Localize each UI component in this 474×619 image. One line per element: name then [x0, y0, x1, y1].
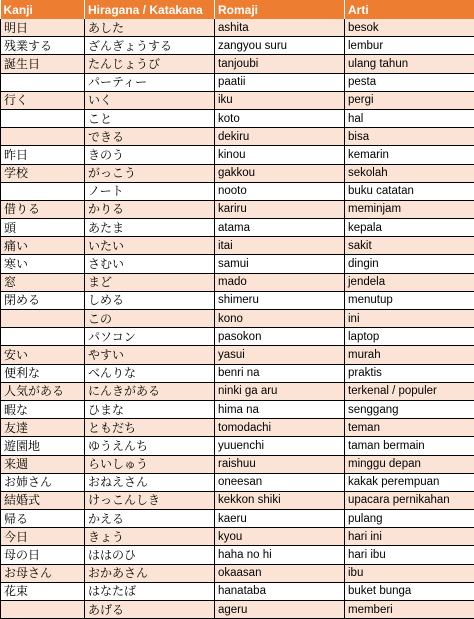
cell-kana: ひまな: [85, 400, 215, 418]
cell-arti: taman bermain: [345, 437, 474, 455]
table-row: [1, 182, 474, 200]
table-body: [1, 19, 474, 619]
cell-kana: きょう: [85, 528, 215, 546]
cell-kana: はなたば: [85, 582, 215, 600]
cell-romaji: samui: [215, 255, 345, 273]
cell-kana: ゆうえんち: [85, 437, 215, 455]
cell-arti: terkenal / populer: [345, 382, 474, 400]
cell-kana: がっこう: [85, 164, 215, 182]
cell-romaji: dekiru: [215, 128, 345, 146]
cell-kanji: 人気がある: [1, 382, 85, 400]
table-row: [1, 528, 474, 546]
cell-kanji: 安い: [1, 346, 85, 364]
table-row: [1, 91, 474, 109]
table-row: [1, 601, 474, 619]
cell-arti: kepala: [345, 219, 474, 237]
cell-romaji: koto: [215, 109, 345, 127]
table-row: [1, 255, 474, 273]
cell-kanji: 行く: [1, 91, 85, 109]
cell-kana: たんじょうび: [85, 55, 215, 73]
cell-kana: パソコン: [85, 328, 215, 346]
cell-kana: この: [85, 310, 215, 328]
cell-kanji: お母さん: [1, 564, 85, 582]
cell-arti: memberi: [345, 601, 474, 619]
cell-kanji: 借りる: [1, 200, 85, 218]
cell-kanji: 誕生日: [1, 55, 85, 73]
cell-kanji: 窓: [1, 273, 85, 291]
cell-arti: pesta: [345, 73, 474, 91]
cell-romaji: tanjoubi: [215, 55, 345, 73]
cell-arti: jendela: [345, 273, 474, 291]
cell-romaji: nooto: [215, 182, 345, 200]
cell-kanji: 学校: [1, 164, 85, 182]
header-kana: Hiragana / Katakana: [85, 0, 215, 19]
cell-arti: sekolah: [345, 164, 474, 182]
cell-kanji: 残業する: [1, 37, 85, 55]
cell-kanji: 閉める: [1, 291, 85, 309]
cell-kana: さむい: [85, 255, 215, 273]
cell-arti: laptop: [345, 328, 474, 346]
cell-kanji: お姉さん: [1, 473, 85, 491]
cell-kanji: 友達: [1, 419, 85, 437]
cell-romaji: hanataba: [215, 582, 345, 600]
cell-kana: ざんぎょうする: [85, 37, 215, 55]
cell-kana: あげる: [85, 601, 215, 619]
cell-kana: きのう: [85, 146, 215, 164]
cell-arti: praktis: [345, 364, 474, 382]
cell-kanji: [1, 128, 85, 146]
table-row: [1, 400, 474, 418]
cell-kana: あたま: [85, 219, 215, 237]
cell-romaji: kyou: [215, 528, 345, 546]
cell-romaji: kono: [215, 310, 345, 328]
cell-romaji: iku: [215, 91, 345, 109]
cell-arti: bisa: [345, 128, 474, 146]
table-header: [1, 0, 474, 19]
table-row: [1, 291, 474, 309]
cell-romaji: shimeru: [215, 291, 345, 309]
table-row: [1, 237, 474, 255]
cell-kana: いく: [85, 91, 215, 109]
table-row: [1, 382, 474, 400]
cell-arti: murah: [345, 346, 474, 364]
cell-kanji: 暇な: [1, 400, 85, 418]
cell-kana: おかあさん: [85, 564, 215, 582]
cell-romaji: atama: [215, 219, 345, 237]
header-arti: Arti: [345, 0, 474, 19]
cell-romaji: tomodachi: [215, 419, 345, 437]
cell-kana: ノート: [85, 182, 215, 200]
table-row: [1, 510, 474, 528]
table-row: [1, 55, 474, 73]
table-row: [1, 273, 474, 291]
cell-kana: あした: [85, 19, 215, 37]
cell-kanji: 寒い: [1, 255, 85, 273]
cell-kanji: 花束: [1, 582, 85, 600]
cell-kanji: 帰る: [1, 510, 85, 528]
cell-kanji: 昨日: [1, 146, 85, 164]
cell-kanji: 便利な: [1, 364, 85, 382]
cell-kana: かりる: [85, 200, 215, 218]
cell-arti: teman: [345, 419, 474, 437]
cell-kana: やすい: [85, 346, 215, 364]
table-row: [1, 37, 474, 55]
table-row: [1, 146, 474, 164]
cell-kana: パーティー: [85, 73, 215, 91]
table-row: [1, 73, 474, 91]
cell-arti: dingin: [345, 255, 474, 273]
table-row: [1, 564, 474, 582]
cell-arti: pergi: [345, 91, 474, 109]
cell-romaji: ashita: [215, 19, 345, 37]
cell-romaji: okaasan: [215, 564, 345, 582]
cell-romaji: mado: [215, 273, 345, 291]
cell-arti: upacara pernikahan: [345, 491, 474, 509]
cell-kana: けっこんしき: [85, 491, 215, 509]
table-row: [1, 128, 474, 146]
cell-kanji: [1, 73, 85, 91]
table-row: [1, 164, 474, 182]
cell-kanji: [1, 182, 85, 200]
cell-arti: sakit: [345, 237, 474, 255]
cell-arti: ibu: [345, 564, 474, 582]
cell-kanji: 来週: [1, 455, 85, 473]
cell-kanji: 頭: [1, 219, 85, 237]
cell-arti: lembur: [345, 37, 474, 55]
cell-romaji: yasui: [215, 346, 345, 364]
table-row: [1, 200, 474, 218]
cell-arti: ulang tahun: [345, 55, 474, 73]
cell-kanji: [1, 328, 85, 346]
cell-kana: できる: [85, 128, 215, 146]
cell-kana: ともだち: [85, 419, 215, 437]
cell-kana: ははのひ: [85, 546, 215, 564]
cell-kana: こと: [85, 109, 215, 127]
cell-kana: しめる: [85, 291, 215, 309]
cell-romaji: gakkou: [215, 164, 345, 182]
cell-arti: pulang: [345, 510, 474, 528]
cell-romaji: kinou: [215, 146, 345, 164]
cell-romaji: hima na: [215, 400, 345, 418]
cell-arti: meminjam: [345, 200, 474, 218]
cell-kana: らいしゅう: [85, 455, 215, 473]
cell-romaji: kariru: [215, 200, 345, 218]
cell-kanji: 母の日: [1, 546, 85, 564]
cell-romaji: itai: [215, 237, 345, 255]
cell-kanji: 明日: [1, 19, 85, 37]
cell-kanji: 結婚式: [1, 491, 85, 509]
cell-arti: senggang: [345, 400, 474, 418]
cell-kanji: 今日: [1, 528, 85, 546]
cell-romaji: benri na: [215, 364, 345, 382]
table-row: [1, 219, 474, 237]
table-row: [1, 546, 474, 564]
table-row: [1, 455, 474, 473]
table-row: [1, 328, 474, 346]
table-row: [1, 473, 474, 491]
cell-romaji: paatii: [215, 73, 345, 91]
header-kanji: Kanji: [1, 0, 85, 19]
table-row: [1, 491, 474, 509]
cell-romaji: haha no hi: [215, 546, 345, 564]
cell-arti: kakak perempuan: [345, 473, 474, 491]
cell-kana: いたい: [85, 237, 215, 255]
cell-kana: おねえさん: [85, 473, 215, 491]
cell-romaji: raishuu: [215, 455, 345, 473]
cell-arti: menutup: [345, 291, 474, 309]
table-row: [1, 19, 474, 37]
cell-arti: hari ibu: [345, 546, 474, 564]
cell-arti: ini: [345, 310, 474, 328]
cell-romaji: pasokon: [215, 328, 345, 346]
table-row: [1, 346, 474, 364]
header-romaji: Romaji: [215, 0, 345, 19]
cell-romaji: kaeru: [215, 510, 345, 528]
cell-romaji: kekkon shiki: [215, 491, 345, 509]
cell-arti: buku catatan: [345, 182, 474, 200]
table-row: [1, 364, 474, 382]
cell-arti: buket bunga: [345, 582, 474, 600]
cell-kana: まど: [85, 273, 215, 291]
cell-kana: かえる: [85, 510, 215, 528]
table-row: [1, 419, 474, 437]
cell-arti: hari ini: [345, 528, 474, 546]
cell-kanji: 遊園地: [1, 437, 85, 455]
table-row: [1, 582, 474, 600]
cell-kanji: [1, 601, 85, 619]
table-row: [1, 109, 474, 127]
cell-romaji: zangyou suru: [215, 37, 345, 55]
cell-kanji: [1, 109, 85, 127]
cell-arti: kemarin: [345, 146, 474, 164]
cell-arti: hal: [345, 109, 474, 127]
cell-romaji: oneesan: [215, 473, 345, 491]
cell-kana: べんりな: [85, 364, 215, 382]
cell-romaji: ageru: [215, 601, 345, 619]
cell-kanji: [1, 310, 85, 328]
table-row: [1, 437, 474, 455]
cell-romaji: ninki ga aru: [215, 382, 345, 400]
cell-arti: besok: [345, 19, 474, 37]
header-row: [1, 0, 474, 19]
cell-kanji: 痛い: [1, 237, 85, 255]
cell-kana: にんきがある: [85, 382, 215, 400]
cell-romaji: yuuenchi: [215, 437, 345, 455]
table-row: [1, 310, 474, 328]
cell-arti: minggu depan: [345, 455, 474, 473]
